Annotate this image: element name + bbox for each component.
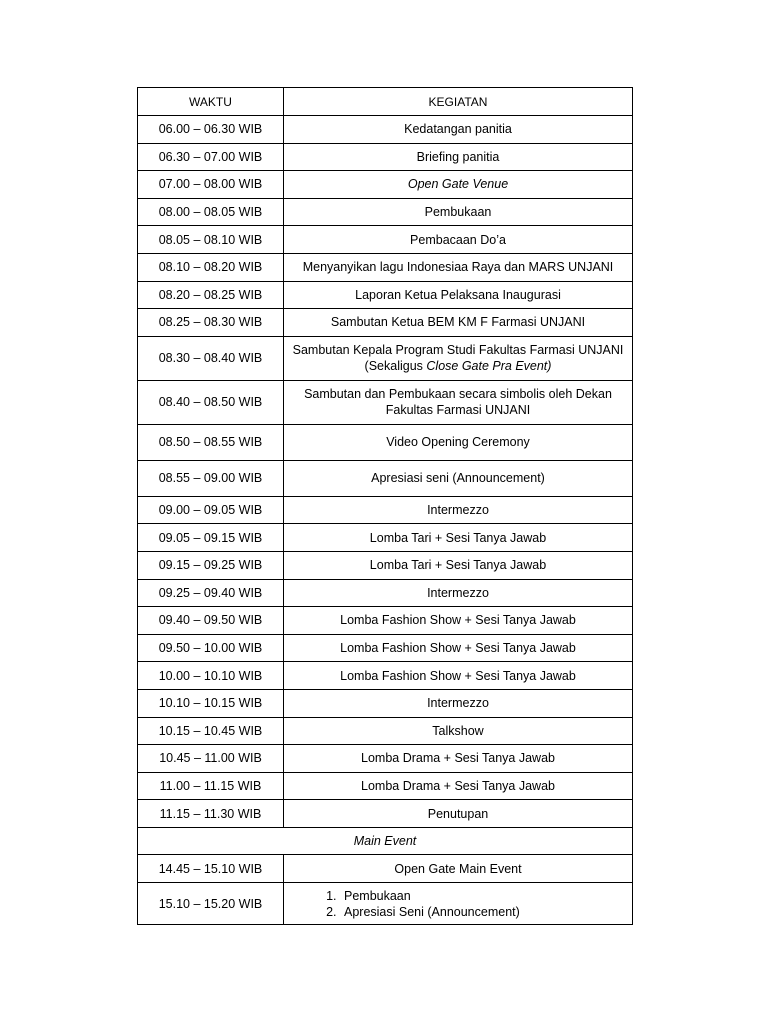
activity-cell: [284, 336, 633, 380]
time-cell: 08.10 – 08.20 WIB: [138, 253, 284, 281]
table-row: [138, 634, 633, 662]
activity-line: Sambutan dan Pembukaan secara simbolis oleh Dekan: [304, 387, 612, 402]
activity-cell: Briefing panitia: [284, 143, 633, 171]
activity-cell: [284, 380, 633, 424]
activity-cell: Lomba Fashion Show + Sesi Tanya Jawab: [284, 607, 633, 635]
activity-cell: Pembukaan: [284, 198, 633, 226]
time-cell: 14.45 – 15.10 WIB: [138, 855, 284, 883]
table-row: [138, 143, 633, 171]
time-cell: 10.00 – 10.10 WIB: [138, 662, 284, 690]
table-header-row: [138, 88, 633, 116]
table-row: [138, 607, 633, 635]
table-row: [138, 772, 633, 800]
time-cell: 07.00 – 08.00 WIB: [138, 171, 284, 199]
time-cell: 08.00 – 08.05 WIB: [138, 198, 284, 226]
time-cell: 10.10 – 10.15 WIB: [138, 689, 284, 717]
table-row: [138, 380, 633, 424]
activity-cell: Kedatangan panitia: [284, 116, 633, 144]
table-row: [138, 745, 633, 773]
time-cell: 09.40 – 09.50 WIB: [138, 607, 284, 635]
activity-line: [288, 358, 628, 374]
time-cell: 08.05 – 08.10 WIB: [138, 226, 284, 254]
activity-line: Sambutan Kepala Program Studi Fakultas Farmasi UNJANI: [292, 343, 624, 358]
section-title: Main Event: [138, 827, 633, 855]
table-row: [138, 460, 633, 496]
table-row: [138, 855, 633, 883]
table-row: [138, 253, 633, 281]
table-row: [138, 281, 633, 309]
activity-cell: Open Gate Venue: [284, 171, 633, 199]
activity-cell: Intermezzo: [284, 496, 633, 524]
table-row: [138, 800, 633, 828]
section-row-main-event: [138, 827, 633, 855]
time-cell: 15.10 – 15.20 WIB: [138, 883, 284, 925]
time-cell: 11.15 – 11.30 WIB: [138, 800, 284, 828]
time-cell: 08.30 – 08.40 WIB: [138, 336, 284, 380]
activity-cell: Lomba Fashion Show + Sesi Tanya Jawab: [284, 634, 633, 662]
table-row: [138, 309, 633, 337]
header-waktu: WAKTU: [138, 88, 284, 116]
time-cell: 09.15 – 09.25 WIB: [138, 551, 284, 579]
activity-cell: Open Gate Main Event: [284, 855, 633, 883]
activity-cell: Lomba Drama + Sesi Tanya Jawab: [284, 772, 633, 800]
activity-cell: Lomba Tari + Sesi Tanya Jawab: [284, 524, 633, 552]
table-row: [138, 198, 633, 226]
activity-text: (Sekaligus: [364, 359, 427, 374]
activity-cell: Pembacaan Do’a: [284, 226, 633, 254]
table-row: [138, 226, 633, 254]
header-kegiatan: KEGIATAN: [284, 88, 633, 116]
list-item: 1. Pembukaan: [340, 888, 628, 904]
table-row: [138, 689, 633, 717]
time-cell: 08.40 – 08.50 WIB: [138, 380, 284, 424]
time-cell: 08.20 – 08.25 WIB: [138, 281, 284, 309]
table-row: [138, 883, 633, 925]
table-row: [138, 524, 633, 552]
activity-cell: [284, 883, 633, 925]
time-cell: 09.00 – 09.05 WIB: [138, 496, 284, 524]
table-row: [138, 717, 633, 745]
time-cell: 08.50 – 08.55 WIB: [138, 424, 284, 460]
activity-cell: Laporan Ketua Pelaksana Inaugurasi: [284, 281, 633, 309]
time-cell: 10.15 – 10.45 WIB: [138, 717, 284, 745]
activity-cell: Lomba Fashion Show + Sesi Tanya Jawab: [284, 662, 633, 690]
activity-text-italic: Close Gate Pra Event): [426, 359, 552, 374]
time-cell: 08.25 – 08.30 WIB: [138, 309, 284, 337]
table-row: [138, 116, 633, 144]
time-cell: 09.25 – 09.40 WIB: [138, 579, 284, 607]
time-cell: 06.30 – 07.00 WIB: [138, 143, 284, 171]
time-cell: 11.00 – 11.15 WIB: [138, 772, 284, 800]
table-row: [138, 551, 633, 579]
table-row: [138, 579, 633, 607]
activity-cell: Lomba Tari + Sesi Tanya Jawab: [284, 551, 633, 579]
activity-cell: Sambutan Ketua BEM KM F Farmasi UNJANI: [284, 309, 633, 337]
table-row: [138, 424, 633, 460]
list-item: 2. Apresiasi Seni (Announcement): [340, 904, 628, 920]
activity-cell: Lomba Drama + Sesi Tanya Jawab: [284, 745, 633, 773]
activity-cell: Penutupan: [284, 800, 633, 828]
schedule-table: [137, 87, 633, 925]
table-row: [138, 662, 633, 690]
activity-list: [288, 888, 628, 920]
time-cell: 09.50 – 10.00 WIB: [138, 634, 284, 662]
time-cell: 09.05 – 09.15 WIB: [138, 524, 284, 552]
activity-cell: Talkshow: [284, 717, 633, 745]
table-row: [138, 336, 633, 380]
time-cell: 06.00 – 06.30 WIB: [138, 116, 284, 144]
activity-cell: Apresiasi seni (Announcement): [284, 460, 633, 496]
activity-cell: Intermezzo: [284, 579, 633, 607]
activity-cell: Menyanyikan lagu Indonesiaa Raya dan MARS UNJANI: [284, 253, 633, 281]
activity-line: Fakultas Farmasi UNJANI: [385, 403, 531, 418]
activity-cell: Video Opening Ceremony: [284, 424, 633, 460]
table-row: [138, 496, 633, 524]
time-cell: 10.45 – 11.00 WIB: [138, 745, 284, 773]
time-cell: 08.55 – 09.00 WIB: [138, 460, 284, 496]
activity-cell: Intermezzo: [284, 689, 633, 717]
table-row: [138, 171, 633, 199]
